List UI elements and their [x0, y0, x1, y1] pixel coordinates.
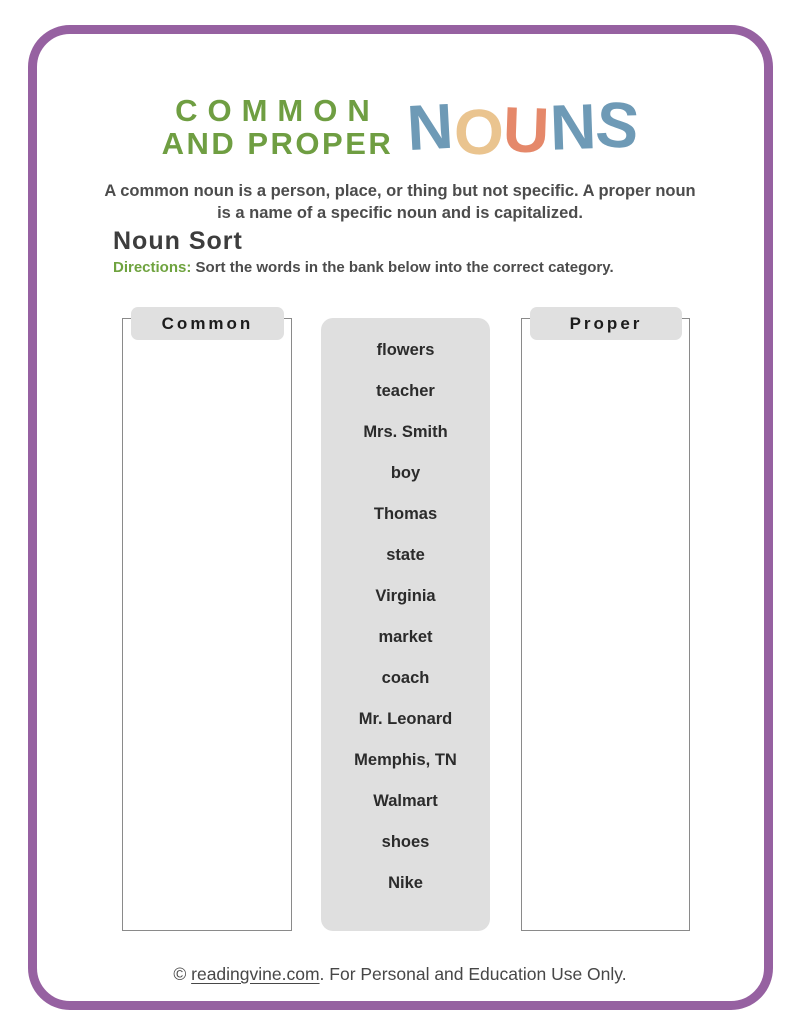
- word-bank-item[interactable]: coach: [381, 669, 430, 687]
- word-bank-item[interactable]: Mrs. Smith: [363, 423, 448, 441]
- proper-column-label: Proper: [530, 307, 682, 340]
- common-column-dropzone[interactable]: [122, 318, 292, 931]
- word-bank-item[interactable]: shoes: [381, 833, 430, 851]
- word-bank-item[interactable]: state: [386, 546, 425, 564]
- word-bank: [321, 318, 490, 931]
- word-bank-item[interactable]: market: [378, 628, 433, 646]
- word-bank-item[interactable]: Mr. Leonard: [358, 710, 453, 728]
- word-bank-item[interactable]: Thomas: [373, 505, 438, 523]
- worksheet-title: [0, 87, 800, 169]
- title-letter: O: [452, 96, 504, 169]
- activity-heading: Noun Sort: [113, 227, 243, 255]
- title-letter: S: [592, 87, 643, 164]
- word-bank-item[interactable]: Nike: [388, 874, 423, 892]
- title-nouns: [405, 87, 643, 169]
- word-bank-item[interactable]: boy: [390, 464, 421, 482]
- definition-line-1: A common noun is a person, place, or thing but not specific. A proper noun: [104, 182, 696, 200]
- title-line-2: AND PROPER: [161, 126, 394, 162]
- title-line-1: COMMON: [175, 93, 380, 128]
- readingvine-link[interactable]: readingvine.com: [191, 964, 320, 984]
- directions-label: Directions:: [113, 259, 192, 276]
- footer-suffix: . For Personal and Education Use Only.: [319, 964, 627, 984]
- word-bank-item[interactable]: flowers: [376, 341, 435, 359]
- title-letter: U: [502, 93, 551, 168]
- directions-text: Sort the words in the bank below into the correct category.: [191, 259, 614, 276]
- directions: [113, 259, 614, 276]
- word-bank-item[interactable]: Memphis, TN: [354, 751, 457, 769]
- word-bank-item[interactable]: Walmart: [373, 792, 438, 810]
- footer-copyright: [0, 964, 800, 985]
- title-letter: N: [548, 90, 597, 165]
- proper-column-dropzone[interactable]: [521, 318, 690, 931]
- definition-line-2: is a name of a specific noun and is capitalized.: [217, 203, 583, 222]
- copyright-symbol: ©: [173, 964, 192, 984]
- definition-text: [100, 181, 700, 225]
- word-bank-item[interactable]: teacher: [376, 382, 435, 400]
- title-common-and-proper: [162, 94, 394, 161]
- word-bank-item[interactable]: Virginia: [375, 587, 436, 605]
- common-column-label: Common: [131, 307, 284, 340]
- title-letter: N: [405, 90, 456, 165]
